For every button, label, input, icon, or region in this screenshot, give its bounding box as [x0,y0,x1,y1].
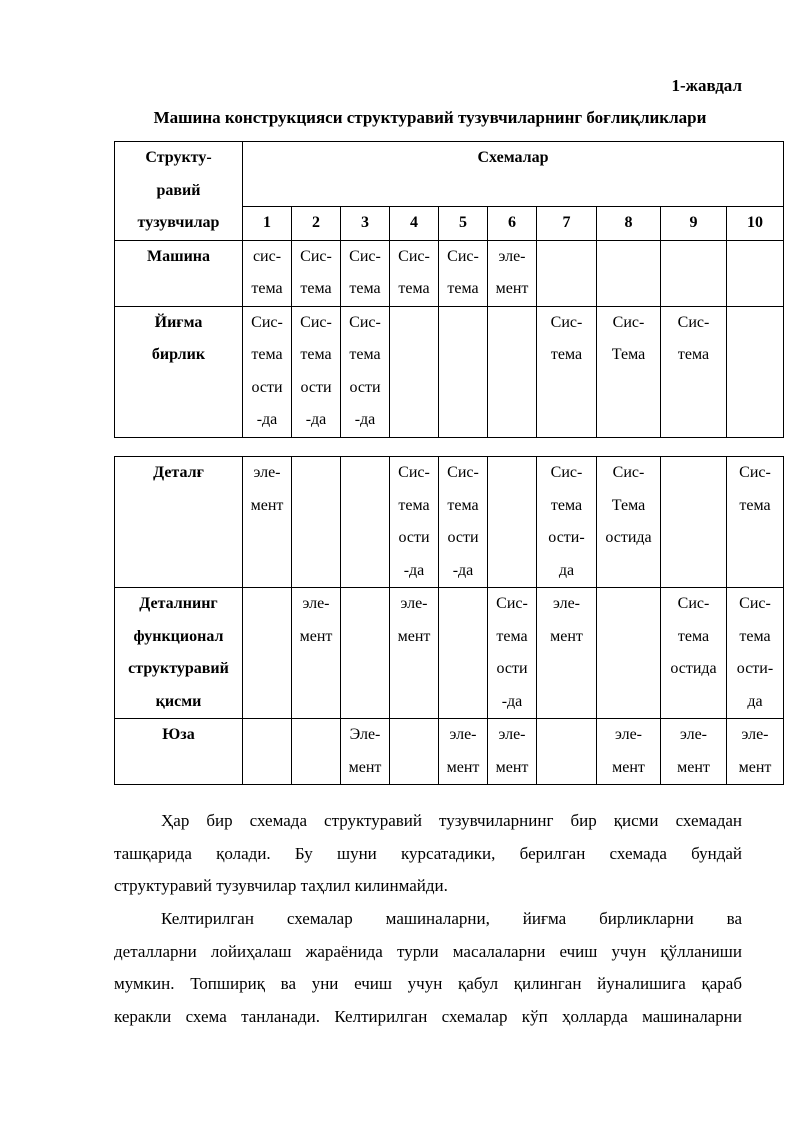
cell-line: тема [739,627,771,645]
cell-line: тема [251,346,283,363]
cell-line: мент [348,758,382,776]
table-cell [727,588,784,719]
cell-line: Сис- [739,595,771,612]
table-cell [341,588,390,719]
cell-line: остида [670,660,717,677]
row-name [115,240,243,306]
cell-line: Сис- [496,595,528,612]
cell-line: бирлик [151,346,206,363]
cell-line: тузувчилар [137,214,220,231]
cell-line: да [747,692,763,710]
row-name [115,588,243,719]
cell-line: Сис- [447,247,479,265]
table-cell [341,457,390,588]
table-row [115,457,784,588]
structure-table-part1 [114,141,784,438]
table-cell [341,306,390,437]
paragraph-1 [114,805,742,903]
table-cell [243,457,292,588]
table-cell [488,588,537,719]
cell-line: ости [349,378,381,396]
table-title: Машина конструкцияси структуравий тузувчиларнинг боғлиқликлари [153,108,707,127]
cell-line: Структу- [145,149,212,166]
table-cell [292,306,341,437]
cell-line: эле- [615,726,642,743]
cell-line: мент [397,627,431,645]
cell-line: эле- [498,247,526,265]
cell-line: эле- [680,726,707,743]
table-cell [537,719,597,785]
table-cell [292,588,341,719]
cell-line: тема [398,496,430,514]
cell-line: эле- [400,595,428,612]
table-cell [661,719,727,785]
text-line: ташқарида қолади. Бу шуни курсатадики, берилган схемада бундай [114,843,742,863]
cell-line: тема [349,346,381,363]
cell-line: Деталғ [153,464,204,481]
table-cell [488,457,537,588]
table-cell [488,719,537,785]
table-cell [727,719,784,785]
table-cell [661,240,727,306]
scheme-number: 1 [243,207,292,241]
row-header-label [115,142,243,241]
scheme-number: 10 [727,207,784,241]
cell-line: -да [354,411,376,428]
cell-line: қисми [155,692,202,710]
table-cell [597,588,661,719]
cell-line: мент [250,496,284,514]
cell-line: ости [398,529,430,546]
cell-line: тема [447,496,479,514]
cell-line: Эле- [349,726,381,743]
cell-line: функционал [133,627,224,645]
cell-line: ости [300,378,332,396]
table-cell [292,719,341,785]
scheme-number: 7 [537,207,597,241]
cell-line: эле- [741,726,769,743]
table-row [115,588,784,719]
cell-line: Тема [611,346,646,363]
text-line: Ҳар бир схемада структуравий тузувчиларнинг бир қисми схемадан [161,811,742,830]
table-cell [537,588,597,719]
table-cell [390,240,439,306]
cell-line: эле- [302,595,330,612]
row-name [115,457,243,588]
cell-line: равий [156,181,201,199]
cell-line: -да [501,692,523,710]
table-cell [661,588,727,719]
table-cell [727,240,784,306]
cell-line: мент [299,627,333,645]
cell-line: тема [349,280,381,297]
table-cell [341,240,390,306]
table-cell [439,588,488,719]
table-cell [488,306,537,437]
cell-line: Сис- [398,464,430,481]
table-cell [390,457,439,588]
cell-line: Сис- [300,313,332,331]
table-cell [597,240,661,306]
cell-line: Сис- [612,464,645,481]
header-row [115,142,784,207]
scheme-number: 5 [439,207,488,241]
table-row [115,306,784,437]
row-name [115,719,243,785]
table-cell [661,306,727,437]
cell-line: Сис- [739,464,771,481]
text-line: Келтирилган схемалар машиналарни, йиғма бирликларни ва [161,909,742,928]
table-cell [537,306,597,437]
row-name [115,306,243,437]
table-cell [439,719,488,785]
table-row [115,719,784,785]
cell-line: тема [447,280,479,297]
cell-line: сис- [252,247,282,265]
cell-line: Сис- [447,464,479,481]
cell-line: Сис- [612,313,645,331]
cell-line: ости- [548,529,585,546]
cell-line: Сис- [677,313,710,331]
cell-line: мент [495,280,529,297]
table-cell [439,457,488,588]
table-cell [537,457,597,588]
cell-line: эле- [449,726,477,743]
cell-line: Тема [611,496,646,514]
cell-line: тема [300,280,332,297]
text-line: керакли схема танланади. Келтирилган схемалар кўп ҳолларда машиналарни [114,1006,742,1026]
cell-line: Сис- [349,247,381,265]
table-cell [488,240,537,306]
table-cell [597,719,661,785]
table-cell [537,240,597,306]
cell-line: тема [677,627,710,645]
cell-line: Юза [162,726,195,743]
cell-line: тема [677,346,710,363]
scheme-number: 6 [488,207,537,241]
cell-line: -да [305,411,327,428]
table-cell [243,240,292,306]
table-cell [243,588,292,719]
cell-line: да [558,561,575,579]
cell-line: мент [495,758,529,776]
cell-line: эле- [498,726,526,743]
schemes-label: Схемалар [243,142,784,207]
scheme-number: 8 [597,207,661,241]
table-cell [390,719,439,785]
text-line: структуравий тузувчилар таҳлил килинмайди. [114,876,448,895]
table-cell [597,306,661,437]
table-cell [661,457,727,588]
cell-line: тема [251,280,283,297]
table-cell [727,306,784,437]
cell-line: мент [738,758,772,776]
cell-line: тема [398,280,430,297]
table-cell [727,457,784,588]
cell-line: -да [452,561,474,579]
table-cell [292,240,341,306]
cell-line: тема [550,346,583,363]
cell-line: ости [251,378,283,396]
table-cell [292,457,341,588]
table-cell [439,306,488,437]
scheme-number: 4 [390,207,439,241]
cell-line: тема [300,346,332,363]
text-line: деталларни лойиҳалаш жараёнида турли масалаларни ечиш учун қўлланиши [114,941,742,961]
scheme-number: 3 [341,207,390,241]
cell-line: остида [605,529,652,546]
cell-line: ости [447,529,479,546]
cell-line: Сис- [349,313,381,331]
cell-line: эле- [253,464,281,481]
cell-line: Сис- [398,247,430,265]
cell-line: мент [677,758,710,776]
cell-line: эле- [553,595,580,612]
cell-line: тема [739,496,771,514]
table-number: 1-жавдал [671,76,742,95]
text-line: мумкин. Топшириқ ва уни ечиш учун қабул қилинган йуналишига қараб [114,974,742,993]
cell-line: Сис- [300,247,332,265]
paragraph-2 [114,903,742,1033]
cell-line: -да [403,561,425,579]
cell-line: Йиғма [154,313,203,331]
table-cell [597,457,661,588]
cell-line: Машина [146,247,211,265]
cell-line: тема [550,496,583,514]
cell-line: Сис- [677,595,710,612]
table-cell [390,306,439,437]
structure-table-part2 [114,456,784,785]
cell-line: Сис- [550,464,583,481]
cell-line: тема [496,627,528,645]
table-cell [341,719,390,785]
scheme-number: 9 [661,207,727,241]
cell-line: структуравий [128,660,229,677]
table-cell [439,240,488,306]
cell-line: ости [496,660,528,677]
cell-line: Сис- [251,313,283,331]
cell-line: Сис- [550,313,583,331]
scheme-number: 2 [292,207,341,241]
cell-line: мент [446,758,480,776]
cell-line: Деталнинг [139,595,218,612]
table-cell [243,306,292,437]
cell-line: -да [256,411,278,428]
table-cell [243,719,292,785]
cell-line: мент [612,758,645,776]
cell-line: мент [550,627,583,645]
table-cell [390,588,439,719]
cell-line: ости- [736,660,774,677]
table-row [115,240,784,306]
